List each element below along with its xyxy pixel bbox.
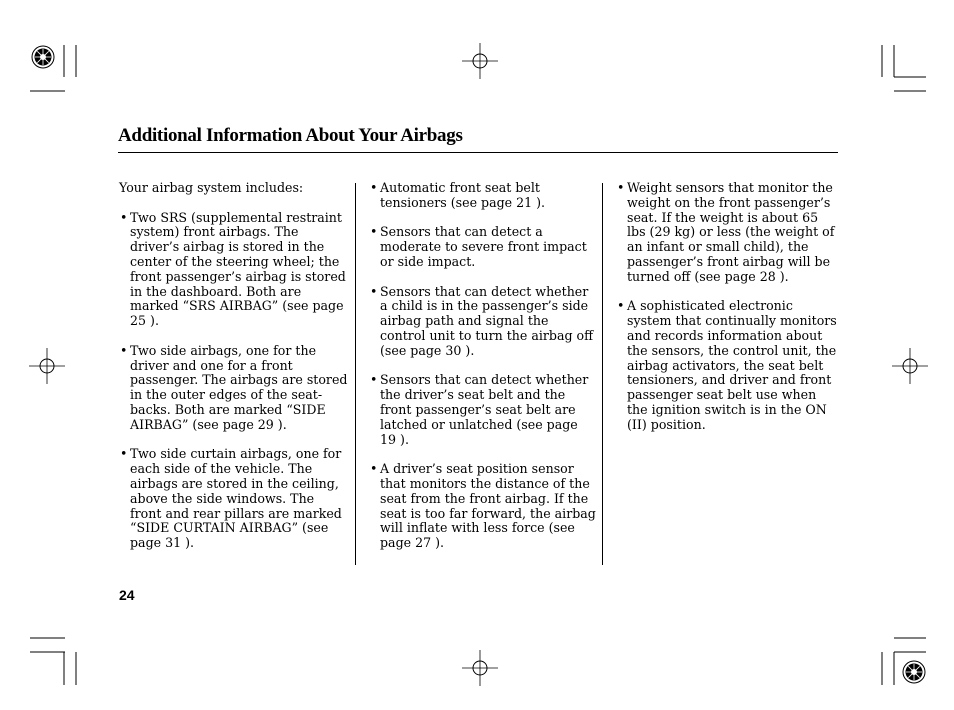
list-item (369, 373, 597, 447)
column-3 (616, 181, 838, 447)
sensor-list (369, 181, 597, 551)
list-item (616, 181, 838, 285)
list-item-text: Automatic front seat belt tensioners (see page 21 ). (380, 180, 546, 210)
bullet: • (120, 342, 128, 358)
column-1 (119, 181, 349, 566)
column-2 (369, 181, 597, 566)
list-item (369, 181, 597, 211)
list-item (119, 447, 349, 551)
list-item (369, 285, 597, 359)
registration-mark-top-right (854, 0, 954, 110)
list-item-text: Sensors that can detect whether the driver’s seat belt and the front passenger’s seat belt are latched or unlatched (see page 19 ). (380, 372, 589, 447)
list-item (369, 225, 597, 269)
bullet: • (370, 461, 378, 477)
list-item-text: Two side curtain airbags, one for each side of the vehicle. The airbags are stored in the ceiling, above the side windows. The front and rear pillars are marked “SIDE CURTAIN AIRBAG” (see page 31 ). (130, 446, 342, 551)
crosshair-mark-bottom (462, 650, 498, 686)
bullet: • (370, 224, 378, 240)
list-item-text: Two side airbags, one for the driver and one for a front passenger. The airbags are stored in the outer edges of the seat-backs. Both are marked “SIDE AIRBAG” (see page 29 ). (130, 342, 348, 432)
bullet: • (120, 446, 128, 462)
registration-mark-bottom-right (854, 620, 954, 710)
list-item-text: Two SRS (supplemental restraint system) front airbags. The driver’s airbag is stored in the center of the steering wheel; the front passenger’s airbag is stored in the dashboard. Both are marked “SRS AIRBAG” (see page 25 ). (130, 209, 346, 329)
bullet: • (617, 180, 625, 195)
bullet: • (370, 372, 378, 388)
bullet: • (370, 180, 378, 195)
list-item-text: A driver’s seat position sensor that monitors the distance of the seat from the front airbag. If the seat is too far forward, the airbag will inflate with less force (see page 27 ). (380, 461, 596, 551)
page-number: 24 (119, 587, 135, 603)
title-rule (118, 152, 838, 153)
list-item-text: Sensors that can detect a moderate to severe front impact or side impact. (380, 224, 587, 269)
list-item (369, 462, 597, 551)
monitor-list (616, 181, 838, 433)
intro-text: Your airbag system includes: (119, 180, 304, 195)
crosshair-mark-top (462, 43, 498, 79)
page-title: Additional Information About Your Airbags (118, 125, 463, 146)
airbag-list (119, 211, 349, 551)
list-item-text: Weight sensors that monitor the weight on the front passenger’s seat. If the weight is about 65 lbs (29 kg) or less (the weight of an infant or small child), the passenger’s front airbag will be turned off (see page 28 ). (627, 180, 835, 284)
registration-mark-bottom-left (0, 620, 110, 710)
list-item (119, 211, 349, 329)
list-item (119, 344, 349, 433)
crosshair-mark-left (29, 348, 65, 384)
column-divider-1 (355, 183, 356, 565)
list-item (616, 299, 838, 432)
bullet: • (120, 209, 128, 225)
list-item-text: Sensors that can detect whether a child is in the passenger’s side airbag path and signal the control unit to turn the airbag off (see page 30 ). (380, 283, 594, 358)
bullet: • (370, 283, 378, 299)
bullet: • (617, 298, 625, 314)
registration-mark-top-left (0, 0, 110, 110)
crosshair-mark-right (892, 348, 928, 384)
list-item-text: A sophisticated electronic system that continually monitors and records information about the sensors, the control unit, the airbag activators, the seat belt tensioners, and driver and front passenger seat belt use when the ignition switch is in the ON (II) position. (627, 298, 837, 432)
column-divider-2 (602, 183, 603, 565)
